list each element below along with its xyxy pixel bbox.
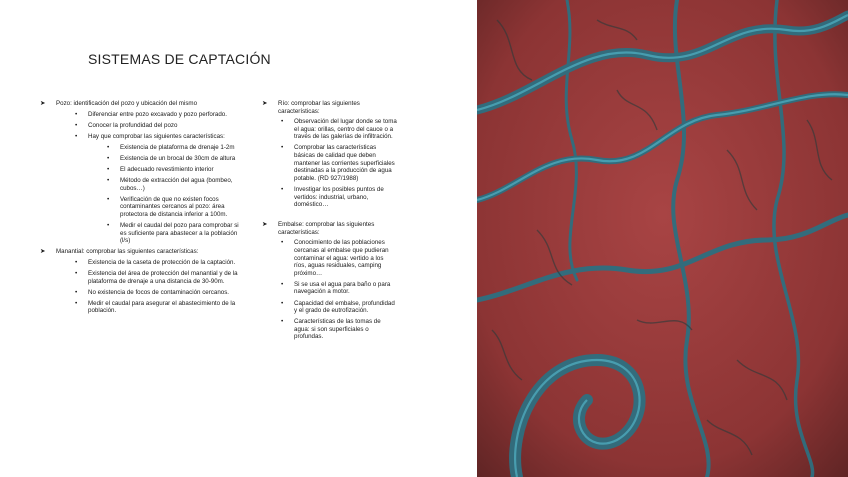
dot-icon: • xyxy=(107,166,110,174)
arrow-right-icon: ➤ xyxy=(40,248,46,256)
list-subitem: • Verificación de que no existen focos contaminantes cercanos al pozo: área protectora de distancia inferior a 100m. xyxy=(107,195,228,219)
arrow-right-icon: ➤ xyxy=(262,221,268,229)
list-item: • Diferenciar entre pozo excavado y pozo perforado. xyxy=(75,110,227,118)
list-item: • Capacidad del embalse, profundidad y el grado de eutrofización. xyxy=(281,299,395,315)
left-column xyxy=(40,100,240,319)
arrow-right-icon: ➤ xyxy=(262,100,268,107)
dot-icon: • xyxy=(75,259,78,266)
list-item: • Investigar los posibles puntos de vertidos: industrial, urbano, doméstico… xyxy=(281,185,384,209)
manantial-list xyxy=(40,259,240,315)
dot-icon: • xyxy=(107,177,110,185)
list-item: • Existencia del área de protección del manantial y de la plataforma de drenaje a una distancia de 30-90m. xyxy=(75,270,238,285)
section-heading: Río: comprobar las siguientes características: xyxy=(278,100,360,115)
list-item: • Comprobar las características básicas de calidad que deben mantener las corrientes superficiales destinadas a la producción de agua potable. (RD 927/1988) xyxy=(281,144,395,182)
list-item: • Hay que comprobar las siguientes características: xyxy=(75,132,225,140)
list-item: • Conocimiento de las poblaciones cercanas al embalse que pudieran contaminar el agua: vertido a los ríos, aguas residuales, camping próximo… xyxy=(281,239,389,277)
list-subitem: • Existencia de plataforma de drenaje 1-2m xyxy=(107,143,235,151)
slide-title: SISTEMAS DE CAPTACIÓN xyxy=(88,51,271,67)
dot-icon: • xyxy=(107,154,110,162)
dot-icon: • xyxy=(107,195,110,203)
dot-icon: • xyxy=(281,299,284,307)
dot-icon: • xyxy=(75,132,78,140)
middle-column xyxy=(262,100,397,345)
aerial-river-image xyxy=(477,0,848,477)
dot-icon: • xyxy=(75,270,78,278)
list-subitem: • Medir el caudal del pozo para comprobar si es suficiente para abastecer a la población (l/s) xyxy=(107,222,239,245)
list-item: • Existencia de la caseta de protección de la captación. xyxy=(75,259,236,266)
dot-icon: • xyxy=(107,143,110,151)
list-item: • Conocer la profundidad del pozo xyxy=(75,121,178,129)
dot-icon: • xyxy=(75,121,78,129)
pozo-list xyxy=(40,111,240,245)
section-pozo xyxy=(40,100,240,108)
dot-icon: • xyxy=(281,144,284,152)
list-item: • No existencia de focos de contaminación cercanos. xyxy=(75,288,230,296)
rio-list xyxy=(262,118,397,209)
dot-icon: • xyxy=(281,185,284,193)
dot-icon: • xyxy=(281,118,284,126)
arrow-right-icon: ➤ xyxy=(40,100,46,107)
section-heading: Manantial: comprobar las siguientes características: xyxy=(56,248,199,256)
dot-icon: • xyxy=(281,318,284,326)
dot-icon: • xyxy=(281,239,284,247)
aerial-river-photo xyxy=(477,0,848,477)
list-item: • Medir el caudal para asegurar el abastecimiento de la población. xyxy=(75,299,236,315)
list-item: • Observación del lugar donde se toma el agua: orillas, centro del cauce o a través de las galerías de infiltración. xyxy=(281,118,397,141)
list-item: • Si se usa el agua para baño o para navegación a motor. xyxy=(281,280,391,296)
dot-icon: • xyxy=(75,299,78,307)
dot-icon: • xyxy=(75,110,78,118)
section-rio xyxy=(262,100,397,115)
list-item: • Características de las tomas de agua: si son superficiales o profundas. xyxy=(281,318,381,341)
dot-icon: • xyxy=(75,288,78,296)
list-subitem: • Existencia de un brocal de 30cm de altura xyxy=(107,154,236,162)
section-heading: Pozo: identificación del pozo y ubicación del mismo xyxy=(56,100,198,107)
list-subitem: • Método de extracción del agua (bombeo, cubos…) xyxy=(107,177,233,192)
dot-icon: • xyxy=(107,222,110,230)
section-manantial xyxy=(40,248,240,256)
dot-icon: • xyxy=(281,280,284,288)
section-embalse xyxy=(262,221,397,236)
section-heading: Embalse: comprobar las siguientes características: xyxy=(278,221,375,236)
embalse-list xyxy=(262,239,397,341)
list-subitem: • El adecuado revestimiento interior xyxy=(107,166,214,174)
